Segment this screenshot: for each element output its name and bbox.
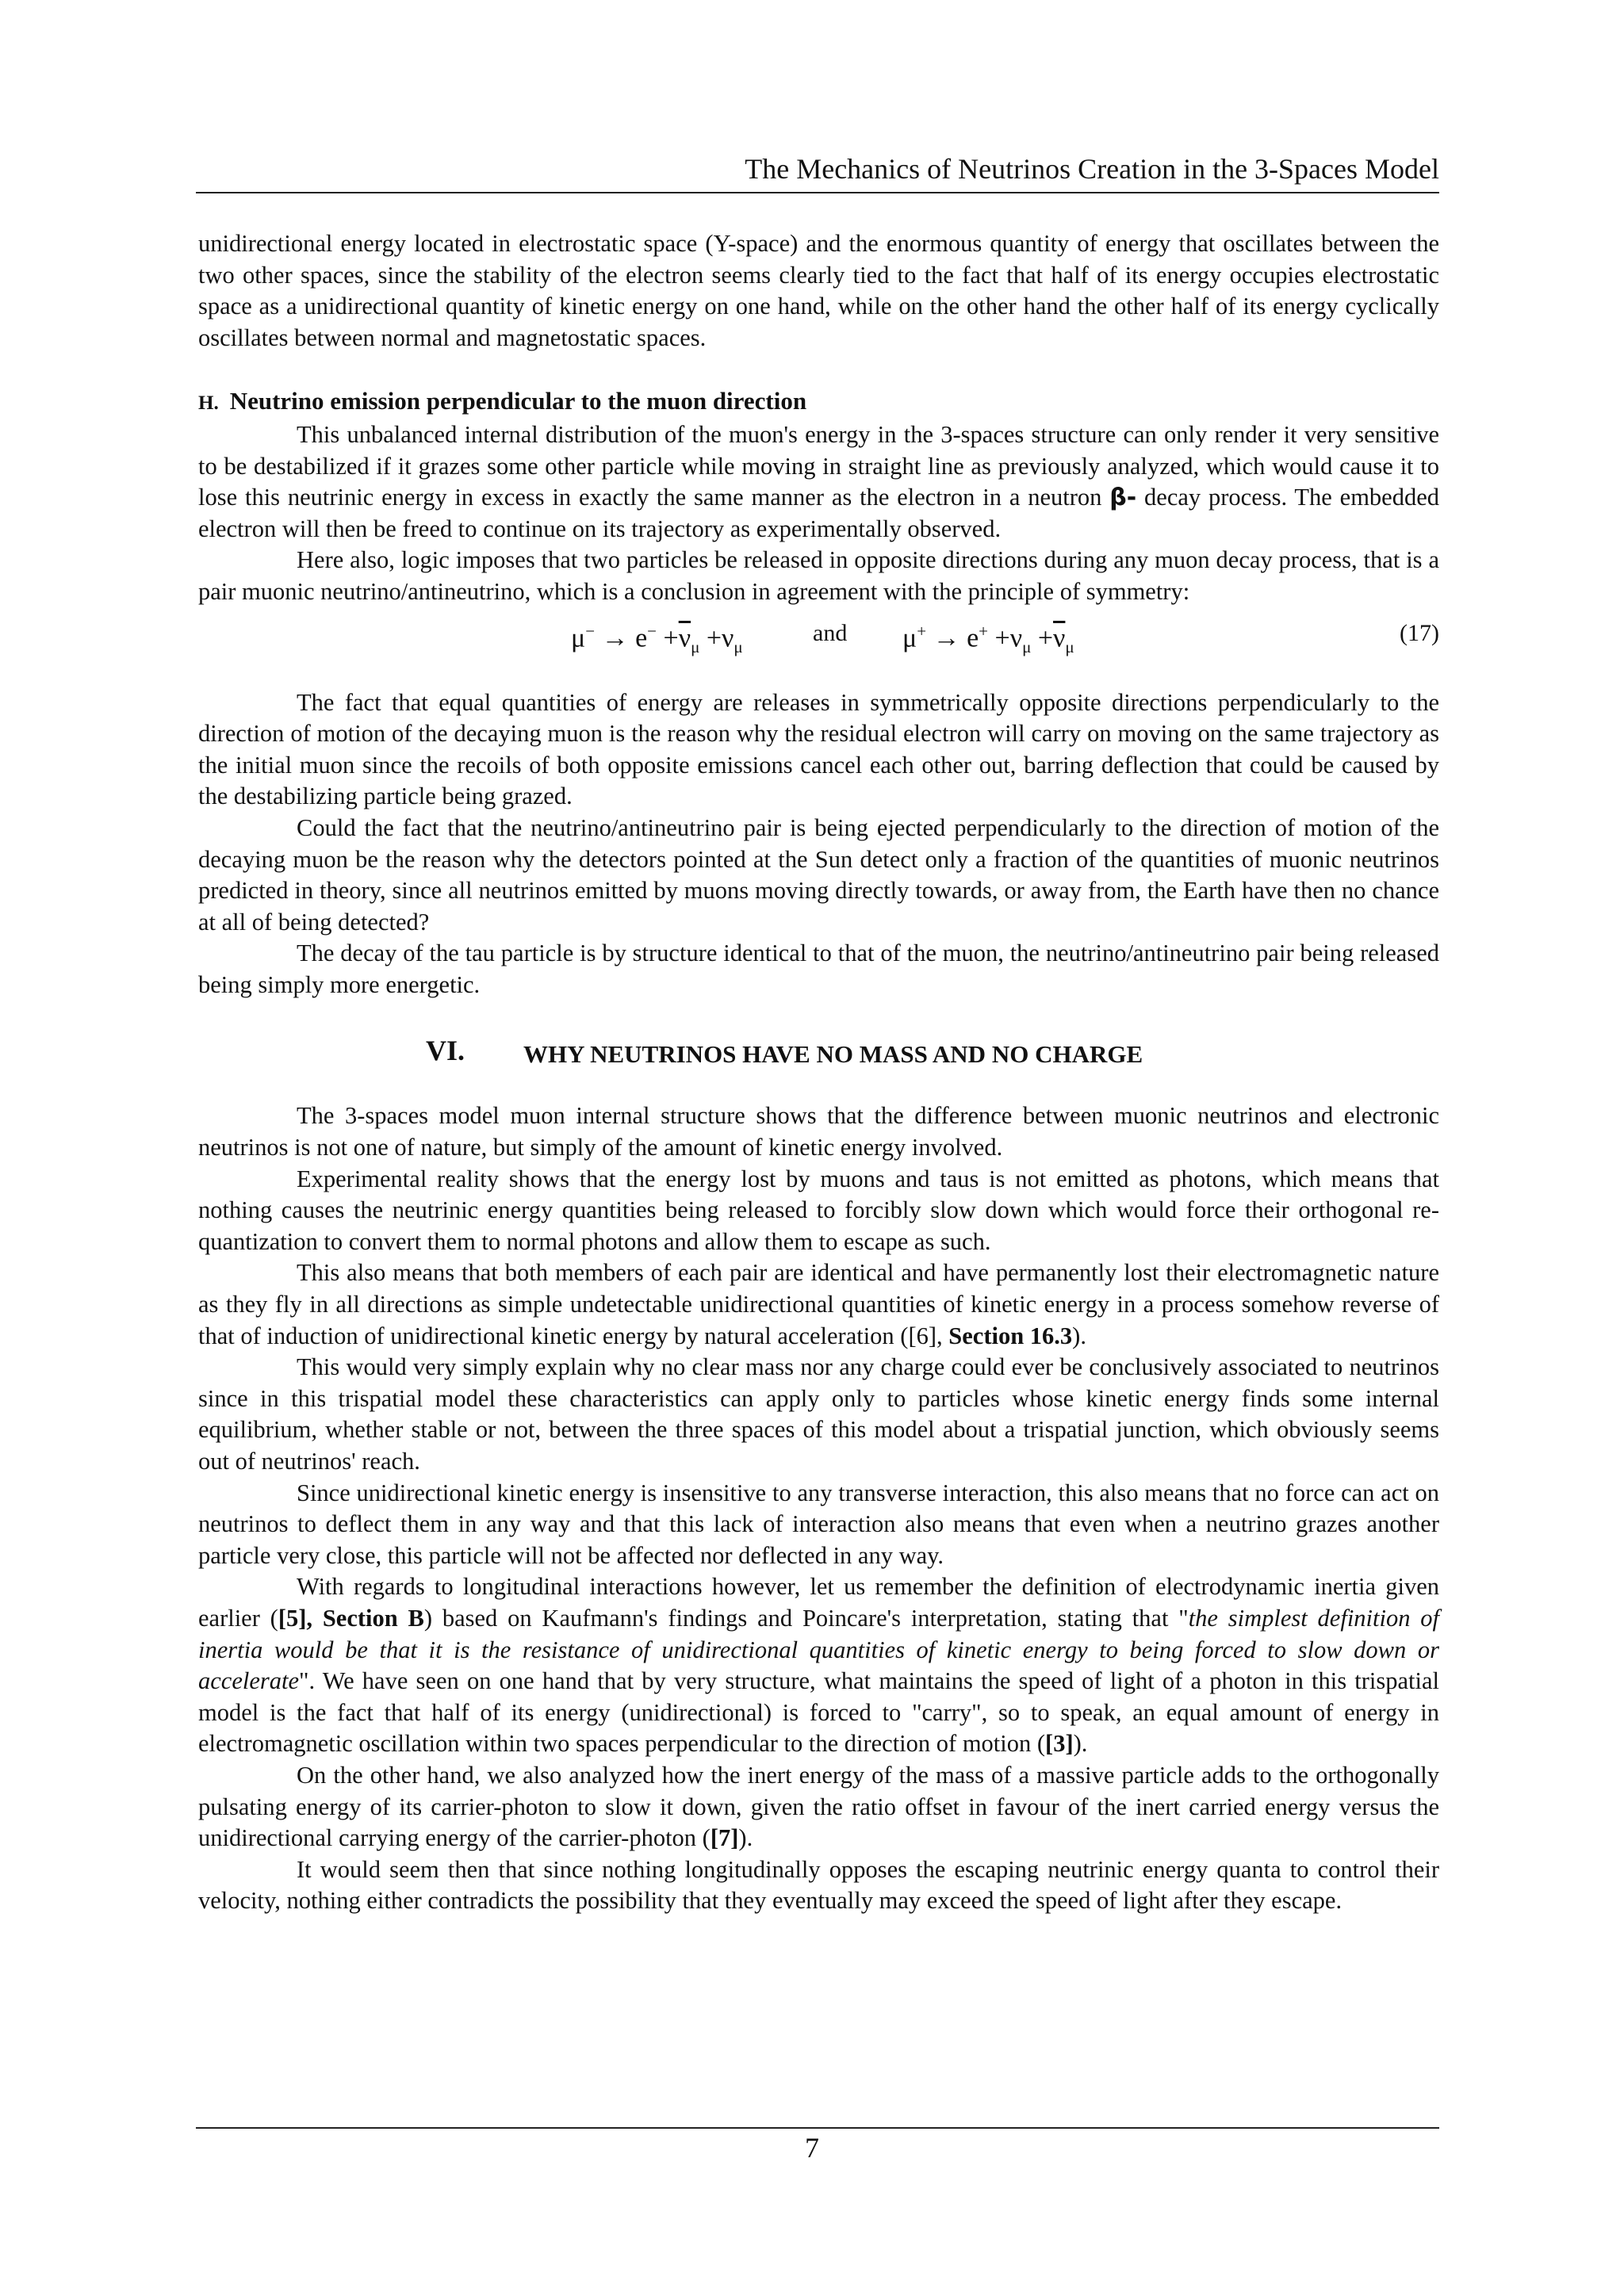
paragraph: The fact that equal quantities of energy are releases in symmetrically opposite directions perpendicularly to the direction of motion of the decaying muon is the reason why the residual electron will carry on moving on the same trajectory as the initial muon since the recoils of both opposite emissions cancel each other out, barring deflection that could be caused by the destabilizing particle being grazed. xyxy=(198,688,1439,810)
paragraph-text: With regards to longitudinal interactions however, let us remember the definition of electrodynamic inertia given earlier ( xyxy=(198,1573,1439,1632)
paragraph-text: decay process. The embedded electron will then be freed to continue on its trajectory as experimentally observed. xyxy=(198,484,1439,542)
paragraph-text: ). xyxy=(1073,1730,1088,1758)
equation-17 xyxy=(198,611,1439,664)
equation-and: and xyxy=(813,619,848,646)
section-heading xyxy=(198,1035,1439,1070)
equation-muon-plus: $\mu^+ \to e^+ +\nu_\mu +\overline{\nu}_\mu$ xyxy=(902,621,1074,656)
paragraph-text: This unbalanced internal distribution of the muon's energy in the 3-spaces structure can only render it very sensitive to be destabilized if it grazes some other particle while moving in straight line as previously analyzed, which would cause it to lose this neutrinic energy in excess in exactly the same manner as the electron in a neutron xyxy=(198,420,1439,511)
paragraph-text: ". We have seen on one hand that by very structure, what maintains the speed of light of a photon in this trispatial model is the fact that half of its energy (unidirectional) is forced to "carry", so to speak, an equal amount of energy in electromagnetic oscillation within two spaces perpendicular to the direction of motion ( xyxy=(198,1667,1439,1758)
subsection-title: Neutrino emission perpendicular to the muon direction xyxy=(229,387,807,415)
page-number: 7 xyxy=(805,2132,819,2164)
paragraph-continuation: unidirectional energy located in electrostatic space (Y-space) and the enormous quantity of energy that oscillates between the two other spaces, since the stability of the electron seems clearly tied to the fact that half of its energy occupies electrostatic space as a unidirectional quantity of kinetic energy on one hand, while on the other hand the other half of its energy cyclically oscillates between normal and magnetostatic spaces. xyxy=(198,230,1439,351)
paragraph: Here also, logic imposes that two particles be released in opposite directions during any muon decay process, that is a pair muonic neutrino/antineutrino, which is a conclusion in agreement with the principle of symmetry: xyxy=(198,546,1439,605)
equation-number: (17) xyxy=(1400,619,1439,646)
paragraph xyxy=(198,1257,1439,1352)
bold-reference: Section 16.3 xyxy=(948,1322,1073,1349)
paragraph-text: On the other hand, we also analyzed how the inert energy of the mass of a massive particle adds to the orthogonally pulsating energy of its carrier-photon to slow it down, given the ratio offset in favour of the inert carried energy versus the unidirectional carrying energy of the carrier-photon ( xyxy=(198,1761,1439,1852)
section-number: VI. xyxy=(426,1035,465,1067)
paragraph: Since unidirectional kinetic energy is insensitive to any transverse interaction, this also means that no force can act on neutrinos to deflect them in any way and that this lack of interaction also means that even when a neutrino grazes another particle very close, this particle will not be affected nor deflected in any way. xyxy=(198,1479,1439,1569)
subsection-heading xyxy=(198,385,1439,419)
paragraph: Could the fact that the neutrino/antineutrino pair is being ejected perpendicularly to the direction of motion of the decaying muon be the reason why the detectors pointed at the Sun detect only a fraction of the quantities of muonic neutrinos predicted in theory, since all neutrinos emitted by muons moving directly towards, or away from, the Earth have then no chance at all of being detected? xyxy=(198,813,1439,936)
paragraph xyxy=(198,419,1439,545)
paragraph xyxy=(198,1571,1439,1760)
paragraph-text: This also means that both members of each pair are identical and have permanently lost their electromagnetic nature as they fly in all directions as simple undetectable unidirectional quantities of kinetic energy in a process somehow reverse of that of induction of unidirectional kinetic energy by natural acceleration ([6], xyxy=(198,1259,1439,1349)
paragraph: It would seem then that since nothing longitudinally opposes the escaping neutrinic energy quanta to control their velocity, nothing either contradicts the possibility that they eventually may exceed the speed of light after they escape. xyxy=(198,1855,1439,1915)
paragraph: The decay of the tau particle is by structure identical to that of the muon, the neutrino/antineutrino pair being released being simply more energetic. xyxy=(198,939,1439,998)
bold-reference: [3] xyxy=(1045,1730,1074,1758)
subsection-letter: H. xyxy=(198,392,219,415)
paragraph xyxy=(198,1760,1439,1854)
bold-reference: [7] xyxy=(710,1824,739,1852)
bold-reference: [5], Section B xyxy=(278,1604,424,1632)
paragraph: This would very simply explain why no clear mass nor any charge could ever be conclusively associated to neutrinos since in this trispatial model these characteristics can apply only to particles whose kinetic energy finds some internal equilibrium, whether stable or not, between the three spaces of this model about a trispatial junction, which obviously seems out of neutrinos' reach. xyxy=(198,1353,1439,1475)
beta-symbol: β- xyxy=(1109,484,1137,512)
paragraph: The 3-spaces model muon internal structure shows that the difference between muonic neutrinos and electronic neutrinos is not one of nature, but simply of the amount of kinetic energy involved. xyxy=(198,1102,1439,1161)
body-text xyxy=(198,228,1439,1917)
section-title: WHY NEUTRINOS HAVE NO MASS AND NO CHARGE xyxy=(523,1040,1143,1069)
italic-quote: the simplest definition of inertia would be that it is the resistance of unidirectional quantities of kinetic energy to being forced to slow down or accelerate xyxy=(198,1604,1439,1695)
running-head: The Mechanics of Neutrinos Creation in the 3-Spaces Model xyxy=(745,153,1439,185)
paragraph-text: ). xyxy=(738,1824,753,1852)
paragraph-text: ). xyxy=(1072,1322,1086,1349)
footer-rule xyxy=(196,2127,1439,2129)
paragraph: Experimental reality shows that the energy lost by muons and taus is not emitted as photons, which means that nothing causes the neutrinic energy quantities being released to forcibly slow down which would force their orthogonal re-quantization to convert them to normal photons and allow them to escape as such. xyxy=(198,1165,1439,1255)
header-rule xyxy=(196,192,1439,193)
paragraph-text: ) based on Kaufmann's findings and Poincare's interpretation, stating that " xyxy=(423,1604,1189,1632)
equation-muon-minus: $\mu^- \to e^- +\overline{\nu}_\mu +\nu_\mu$ xyxy=(571,621,743,656)
